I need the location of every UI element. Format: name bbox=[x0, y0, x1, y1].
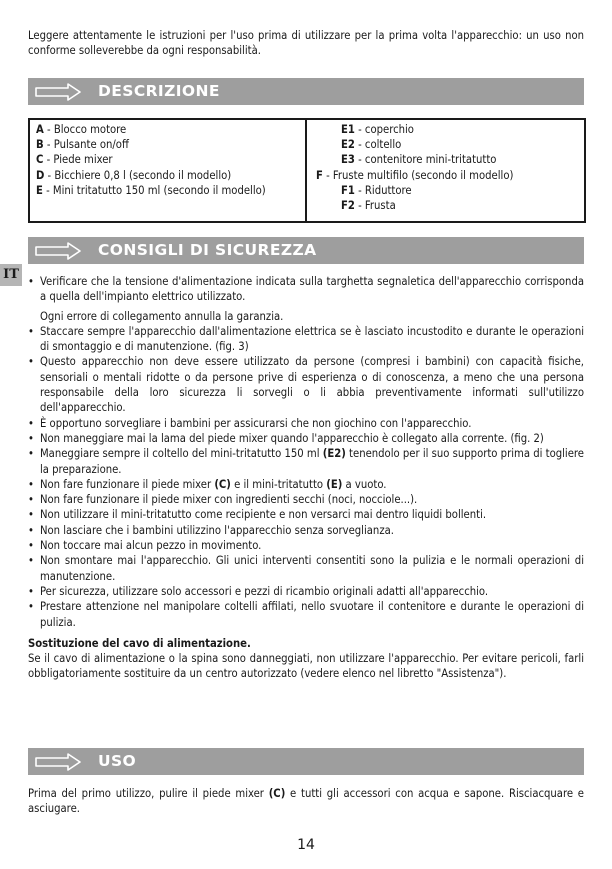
table-divider bbox=[305, 120, 307, 221]
section-header-consigli bbox=[28, 237, 584, 264]
part-item: F1 - Riduttore bbox=[341, 183, 412, 197]
part-item: F - Fruste multifilo (secondo il modello) bbox=[316, 168, 514, 182]
list-item: • Per sicurezza, utilizzare solo accessori e pezzi di ricambio originali adatti all'apparecchio. bbox=[28, 584, 489, 598]
list-item: • Non fare funzionare il piede mixer con ingredienti secchi (noci, nocciole...). bbox=[28, 493, 418, 507]
list-item: • Maneggiare sempre il coltello del mini-tritatutto 150 ml (E2) tenendolo per il suo supporto prima di togliere la preparazione. bbox=[28, 447, 584, 476]
part-item: D - Bicchiere 0,8 l (secondo il modello) bbox=[36, 168, 232, 182]
intro-paragraph: Leggere attentamente le istruzioni per l'uso prima di utilizzare per la prima volta l'apparecchio: un uso non conforme solleverebbe da ogni responsabilità. bbox=[28, 29, 584, 57]
part-item: B - Pulsante on/off bbox=[36, 138, 129, 152]
list-item: • Non lasciare che i bambini utilizzino l'apparecchio senza sorveglianza. bbox=[28, 523, 394, 537]
section-title: USO bbox=[98, 752, 137, 770]
part-item: E2 - coltello bbox=[341, 138, 402, 152]
description-table bbox=[28, 118, 586, 223]
section-header-descrizione bbox=[28, 78, 584, 105]
list-item: • Non smontare mai l'apparecchio. Gli unici interventi consentiti sono la pulizia e le normali operazioni di manutenzione. bbox=[28, 554, 584, 583]
list-item: • Non fare funzionare il piede mixer (C) e il mini-tritatutto (E) a vuoto. bbox=[28, 477, 387, 491]
arrow-icon bbox=[34, 83, 82, 101]
list-item: • Questo apparecchio non deve essere utilizzato da persone (compresi i bambini) con capacità fisiche, sensoriali o mentali ridotte o da persone prive di esperienza o di conoscenza, a meno che una persona responsabile della loro sicurezza li sorvegli o li abbia preventivamente informati sull'utilizzo dell'apparecchio. bbox=[28, 355, 584, 415]
part-item: C - Piede mixer bbox=[36, 153, 113, 167]
list-item: • Verificare che la tensione d'alimentazione indicata sulla targhetta segnaletica dell'apparecchio corrisponda a quella dell'impianto elettrico utilizzato. bbox=[28, 275, 584, 304]
part-item: E3 - contenitore mini-tritatutto bbox=[341, 153, 497, 167]
list-item: • Non maneggiare mai la lama del piede mixer quando l'apparecchio è collegato alla corrente. (fig. 2) bbox=[28, 431, 544, 445]
part-item: E - Mini tritatutto 150 ml (secondo il modello) bbox=[36, 183, 266, 197]
arrow-icon bbox=[34, 242, 82, 260]
description-right-column bbox=[316, 122, 580, 213]
section-header-uso bbox=[28, 748, 584, 775]
list-item: • Staccare sempre l'apparecchio dall'alimentazione elettrica se è lasciato incustodito e durante le operazioni di smontaggio e di manutenzione. (fig. 3) bbox=[28, 324, 584, 354]
part-item: A - Blocco motore bbox=[36, 123, 127, 136]
language-tab: IT bbox=[0, 264, 22, 286]
cable-replacement-body: Se il cavo di alimentazione o la spina sono danneggiati, non utilizzare l'apparecchio. Per evitare pericoli, farli obbligatoriamente sostituire da un centro autorizzato (vedere elenco nel libretto "Assistenza"). bbox=[28, 652, 584, 681]
page-number: 14 bbox=[297, 837, 315, 853]
list-item: • Prestare attenzione nel manipolare coltelli affilati, nello svuotare il contenitore e durante le operazioni di pulizia. bbox=[28, 600, 584, 629]
list-item: • È opportuno sorvegliare i bambini per assicurarsi che non giochino con l'apparecchio. bbox=[28, 416, 472, 430]
cable-replacement-title: Sostituzione del cavo di alimentazione. bbox=[28, 636, 251, 650]
part-item: E1 - coperchio bbox=[341, 123, 414, 136]
section-title: DESCRIZIONE bbox=[98, 82, 220, 100]
uso-paragraph: Prima del primo utilizzo, pulire il piede mixer (C) e tutti gli accessori con acqua e sapone. Risciacquare e asciugare. bbox=[28, 787, 584, 815]
list-item: • Non utilizzare il mini-tritatutto come recipiente e non versarci mai dentro liquidi bollenti. bbox=[28, 508, 487, 522]
arrow-icon bbox=[34, 753, 82, 771]
section-title: CONSIGLI DI SICUREZZA bbox=[98, 241, 317, 259]
description-left-column bbox=[36, 122, 300, 198]
part-item: F2 - Frusta bbox=[341, 199, 396, 213]
list-item: • Non toccare mai alcun pezzo in movimento. bbox=[28, 539, 262, 553]
warranty-note: Ogni errore di collegamento annulla la garanzia. bbox=[40, 309, 284, 323]
safety-list bbox=[28, 274, 584, 682]
